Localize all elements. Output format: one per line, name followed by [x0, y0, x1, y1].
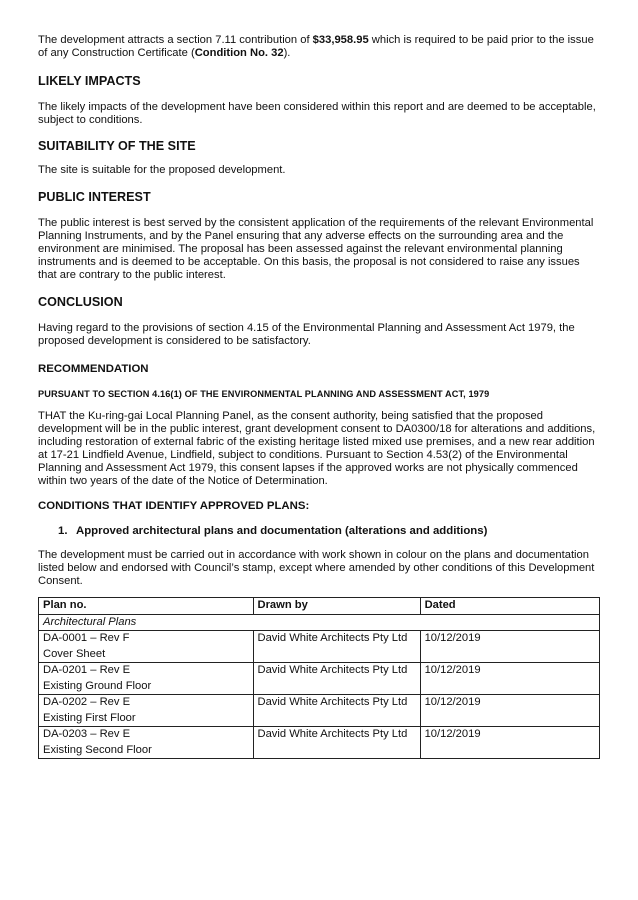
plan-title: Existing First Floor: [43, 711, 136, 724]
recommendation-subheading: PURSUANT TO SECTION 4.16(1) OF THE ENVIRONMENTAL PLANNING AND ASSESSMENT ACT, 1979: [38, 389, 490, 399]
plan-title: Cover Sheet: [43, 647, 106, 660]
table-header-row: [39, 598, 600, 615]
plan-cell: [39, 663, 254, 695]
table-row: [39, 631, 600, 663]
conclusion-paragraph: Having regard to the provisions of section 4.15 of the Environmental Planning and Assessment Act 1979, the proposed development is considered to be satisfactory.: [38, 322, 575, 347]
public-interest-heading: PUBLIC INTEREST: [38, 190, 151, 204]
conclusion-heading: CONCLUSION: [38, 295, 123, 309]
contribution-amount: $33,958.95: [312, 34, 369, 46]
contribution-paragraph: [38, 34, 600, 60]
likely-impacts-paragraph: The likely impacts of the development have been considered within this report and are deemed to be acceptable, subject to conditions.: [38, 101, 596, 126]
contribution-text-middle: which is required to be paid prior to the issue of any Construction Certificate (: [38, 34, 594, 59]
conditions-heading: CONDITIONS THAT IDENTIFY APPROVED PLANS:: [38, 500, 310, 512]
condition-title: Approved architectural plans and documentation (alterations and additions): [76, 525, 488, 537]
table-row: [39, 727, 600, 759]
plan-cell: [39, 727, 254, 759]
plan-number: DA-0001 – Rev F: [43, 632, 130, 644]
drawn-by-cell: David White Architects Pty Ltd: [253, 631, 420, 663]
plan-cell: [39, 695, 254, 727]
contribution-text-end: ).: [283, 47, 291, 59]
approved-plans-table: [38, 597, 600, 759]
document-page: [38, 34, 600, 759]
public-interest-paragraph: The public interest is best served by the consistent application of the requirements of the relevant Environmental Planning Instruments, and by the Panel ensuring that any adverse effects on the surrounding area and the environment are minimised. The proposal has been assessed against the relevant environmental planning instruments and is deemed to be acceptable. On this basis, the proposal is not considered to raise any issues that are contrary to the public interest.: [38, 217, 594, 281]
condition-number: 1.: [58, 525, 68, 537]
plan-number: DA-0202 – Rev E: [43, 696, 131, 708]
drawn-by-cell: David White Architects Pty Ltd: [253, 663, 420, 695]
plan-title: Existing Ground Floor: [43, 679, 152, 692]
recommendation-paragraph: THAT the Ku-ring-gai Local Planning Panel, as the consent authority, being satisfied that the proposed development will be in the public interest, grant development consent to DA0300/18 for alterations and additions, including restoration of external fabric of the existing heritage listed mixed use premises, and a new rear addition at 17-21 Lindfield Avenue, Lindfield, subject to conditions. Pursuant to Section 4.53(2) of the Environmental Planning and Assessment Act 1979, this consent lapses if the approved works are not physically commenced within two years of the date of the Notice of Determination.: [38, 410, 596, 487]
suitability-heading: SUITABILITY OF THE SITE: [38, 139, 196, 153]
table-row: [39, 663, 600, 695]
recommendation-heading: RECOMMENDATION: [38, 363, 149, 375]
suitability-paragraph: The site is suitable for the proposed development.: [38, 164, 286, 176]
drawn-by-cell: David White Architects Pty Ltd: [253, 695, 420, 727]
column-header-plan-no: Plan no.: [39, 598, 254, 615]
category-cell: Architectural Plans: [39, 614, 600, 631]
table-row: [39, 695, 600, 727]
plan-cell: [39, 631, 254, 663]
drawn-by-cell: David White Architects Pty Ltd: [253, 727, 420, 759]
table-category-row: [39, 614, 600, 631]
plan-number: DA-0201 – Rev E: [43, 664, 131, 676]
contribution-text-start: The development attracts a section 7.11 contribution of: [38, 34, 313, 46]
condition-item: [58, 524, 600, 538]
dated-cell: 10/12/2019: [420, 631, 599, 663]
conditions-paragraph: The development must be carried out in accordance with work shown in colour on the plans and documentation listed below and endorsed with Council’s stamp, except where amended by other conditions of this Development Consent.: [38, 549, 595, 587]
column-header-dated: Dated: [420, 598, 599, 615]
column-header-drawn-by: Drawn by: [253, 598, 420, 615]
dated-cell: 10/12/2019: [420, 695, 599, 727]
plan-title: Existing Second Floor: [43, 743, 152, 756]
likely-impacts-heading: LIKELY IMPACTS: [38, 74, 141, 88]
plan-number: DA-0203 – Rev E: [43, 728, 131, 740]
dated-cell: 10/12/2019: [420, 727, 599, 759]
contribution-condition-ref: Condition No. 32: [194, 47, 284, 59]
dated-cell: 10/12/2019: [420, 663, 599, 695]
